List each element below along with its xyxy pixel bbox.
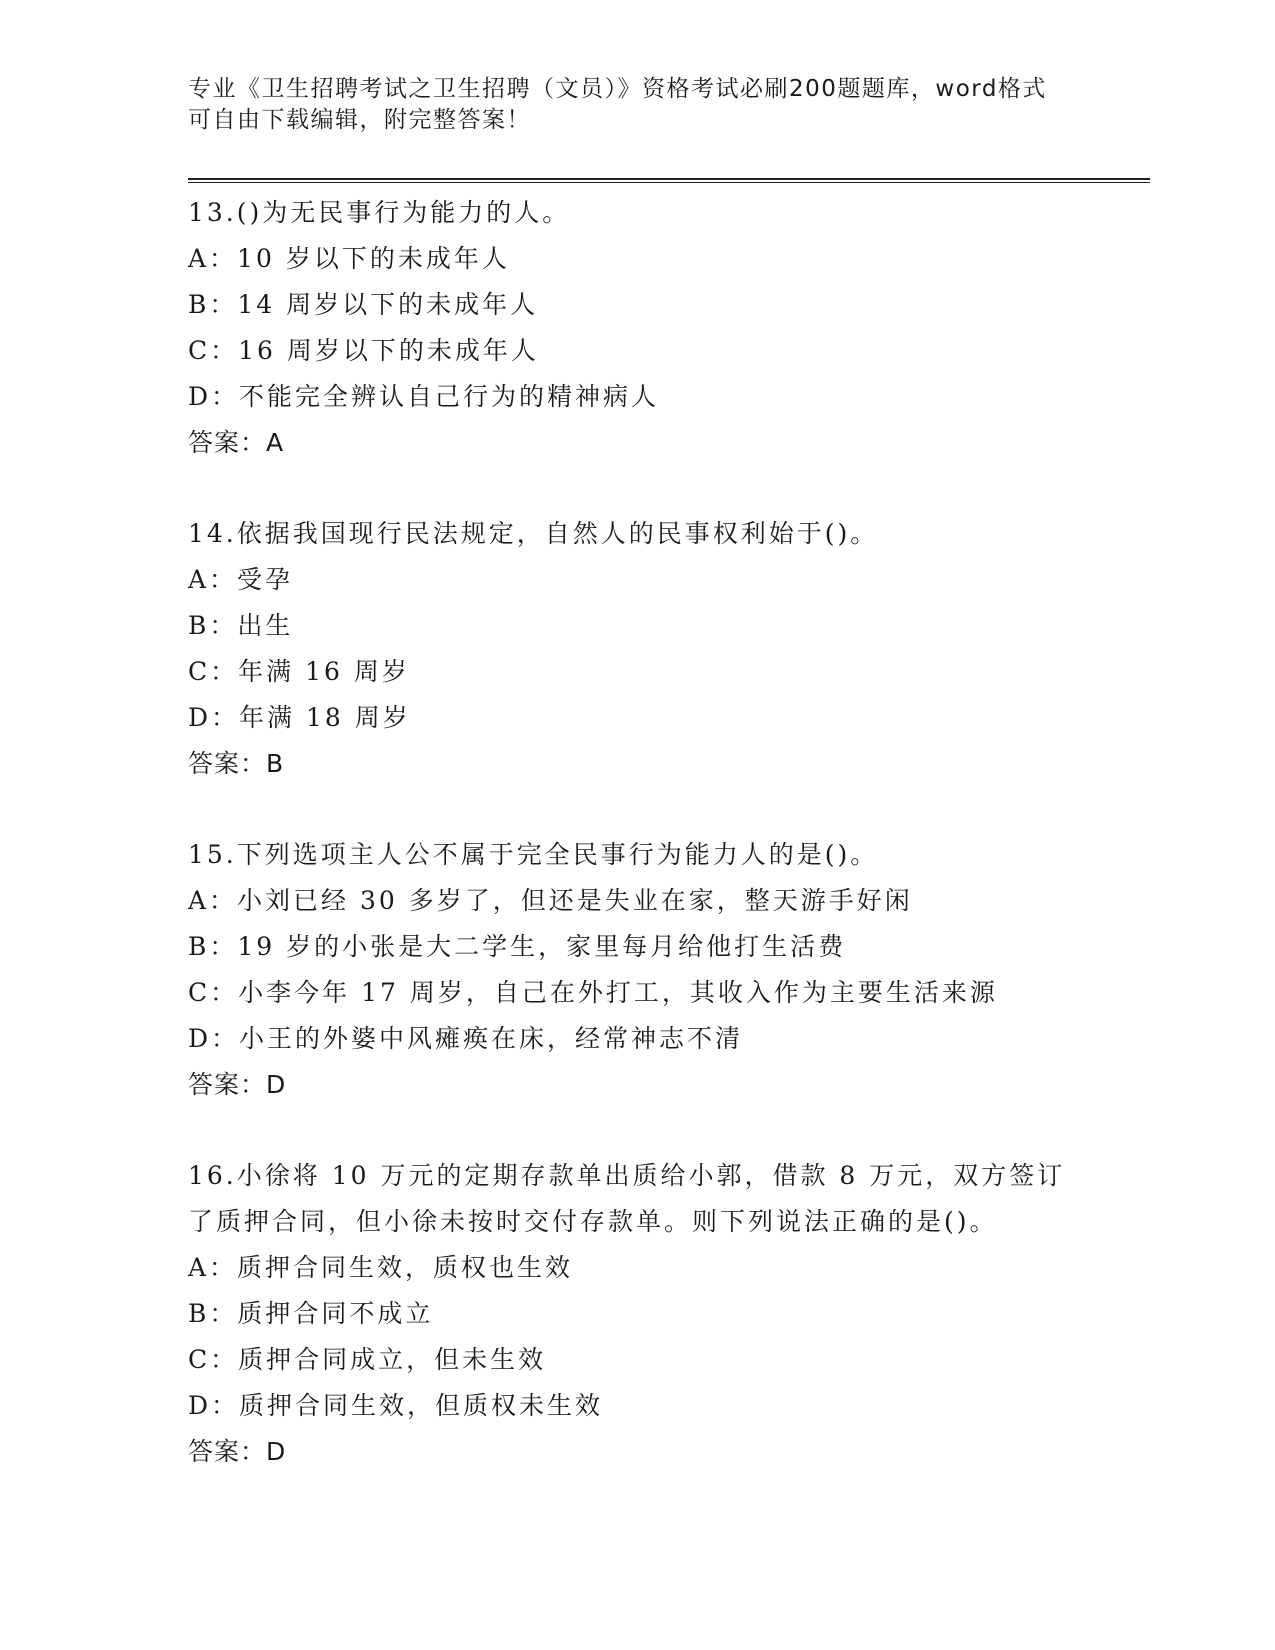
option-c: C：质押合同成立，但未生效 [188, 1345, 547, 1374]
question-15 [188, 832, 1088, 1108]
option-d: D：年满 18 周岁 [188, 703, 411, 732]
question-13 [188, 190, 1088, 466]
question-gap [188, 1108, 1088, 1153]
header-divider-thin [188, 182, 1150, 183]
question-stem: 14.依据我国现行民法规定，自然人的民事权利始于()。 [188, 519, 879, 548]
option-d: D：质押合同生效，但质权未生效 [188, 1391, 604, 1420]
option-c: C：小李今年 17 周岁，自己在外打工，其收入作为主要生活来源 [188, 978, 998, 1007]
option-c: C：年满 16 周岁 [188, 657, 410, 686]
header-divider-thick [188, 178, 1150, 180]
question-stem: 13.()为无民事行为能力的人。 [188, 198, 571, 227]
option-b: B：出生 [188, 611, 294, 640]
document-header [188, 74, 1088, 136]
question-stem: 15.下列选项主人公不属于完全民事行为能力人的是()。 [188, 840, 879, 869]
answer: 答案：D [188, 1070, 287, 1099]
question-gap [188, 787, 1088, 832]
answer: 答案：D [188, 1437, 287, 1466]
question-stem: 16.小徐将 10 万元的定期存款单出质给小郭，借款 8 万元，双方签订 [188, 1161, 1066, 1190]
question-stem-continued: 了质押合同，但小徐未按时交付存款单。则下列说法正确的是()。 [188, 1207, 998, 1236]
header-line-1: 专业《卫生招聘考试之卫生招聘（文员）》资格考试必刷200题题库，word格式 [188, 76, 1047, 102]
option-b: B：19 岁的小张是大二学生，家里每月给他打生活费 [188, 932, 847, 961]
question-gap [188, 466, 1088, 511]
option-b: B：质押合同不成立 [188, 1299, 434, 1328]
option-d: D：不能完全辨认自己行为的精神病人 [188, 382, 660, 411]
option-a: A：质押合同生效，质权也生效 [188, 1253, 574, 1282]
question-14 [188, 511, 1088, 787]
option-d: D：小王的外婆中风瘫痪在床，经常神志不清 [188, 1024, 744, 1053]
header-line-2: 可自由下载编辑，附完整答案！ [188, 107, 531, 133]
answer: 答案：B [188, 749, 285, 778]
answer: 答案：A [188, 428, 285, 457]
option-b: B：14 周岁以下的未成年人 [188, 290, 539, 319]
option-a: A：小刘已经 30 多岁了，但还是失业在家，整天游手好闲 [188, 886, 913, 915]
option-c: C：16 周岁以下的未成年人 [188, 336, 539, 365]
question-16 [188, 1153, 1088, 1475]
option-a: A：受孕 [188, 565, 294, 594]
option-a: A：10 岁以下的未成年人 [188, 244, 510, 273]
question-list [188, 190, 1088, 1475]
